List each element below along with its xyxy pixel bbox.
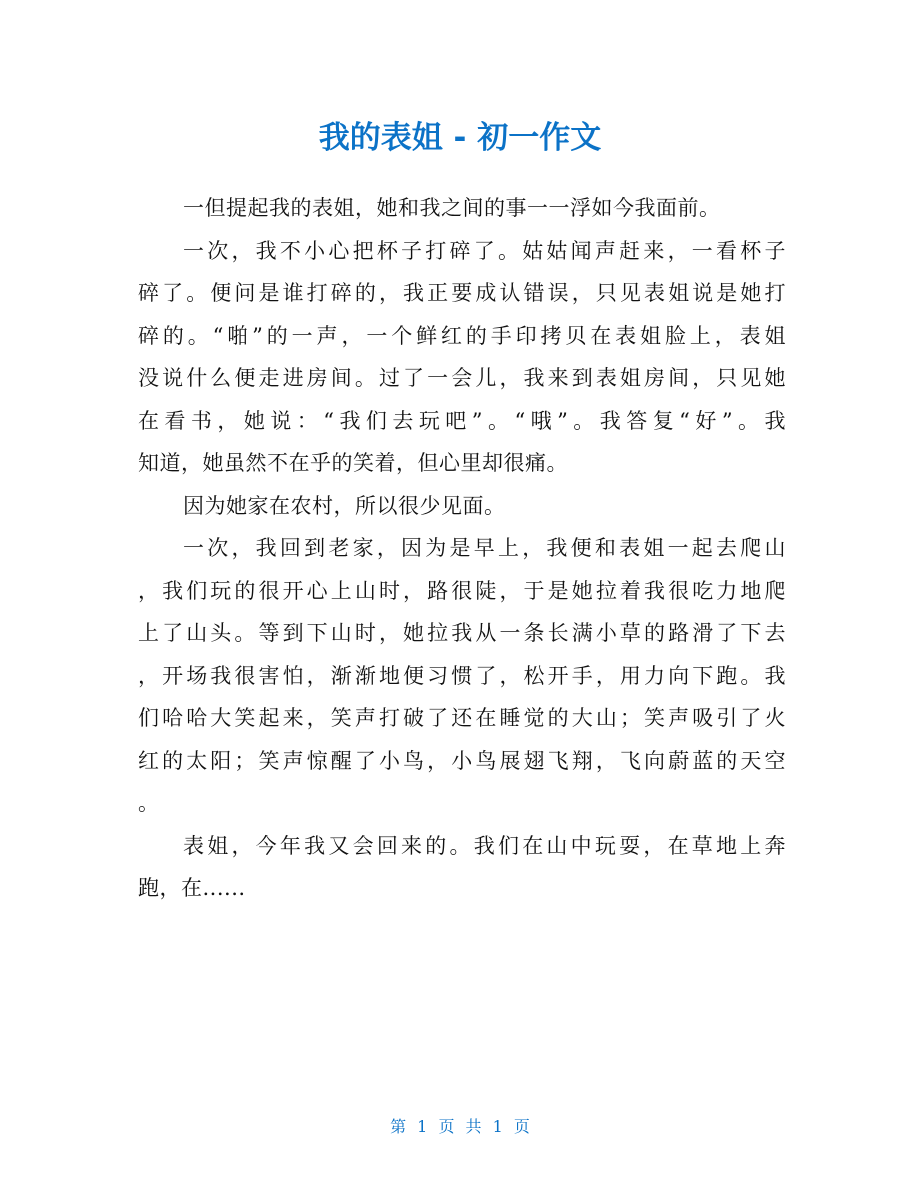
paragraph-line: 碎了。便问是谁打碎的，我正要成认错误，只见表姐说是她打 (138, 281, 786, 305)
paragraph-line: 因为她家在农村，所以很少见面。 (183, 493, 506, 518)
paragraph-line: 在看书，她说：“我们去玩吧”。“哦”。我答复“好”。我 (138, 408, 786, 433)
paragraph-line: ，我们玩的很开心上山时，路很陡，于是她拉着我很吃力地爬 (138, 578, 786, 603)
paragraph-line: 跑，在...... (138, 876, 246, 900)
paragraph-line: 一但提起我的表姐，她和我之间的事一一浮如今我面前。 (183, 196, 721, 220)
paragraph-line: 知道，她虽然不在乎的笑着，但心里却很痛。 (138, 451, 568, 475)
paragraph-line: 。 (138, 791, 160, 815)
paragraph-line: 表姐，今年我又会回来的。我们在山中玩耍，在草地上奔 (183, 833, 786, 858)
paragraph-line: 没说什么便走进房间。过了一会儿，我来到表姐房间，只见她 (138, 366, 786, 390)
page-title: 我的表姐 - 初一作文 (318, 120, 602, 156)
paragraph-line: 们哈哈大笑起来，笑声打破了还在睡觉的大山；笑声吸引了火 (138, 706, 786, 730)
paragraph-line: 碎的。“啪”的一声，一个鲜红的手印拷贝在表姐脸上，表姐 (138, 323, 786, 348)
page-footer: 第 1 页 共 1 页 (390, 1117, 530, 1136)
paragraph-line: 红的太阳；笑声惊醒了小鸟，小鸟展翅飞翔，飞向蔚蓝的天空 (138, 748, 786, 773)
paragraph-line: 一次，我回到老家，因为是早上，我便和表姐一起去爬山 (183, 536, 786, 560)
paragraph-line: ，开场我很害怕，渐渐地便习惯了，松开手，用力向下跑。我 (138, 663, 786, 688)
paragraph-line: 一次，我不小心把杯子打碎了。姑姑闻声赶来，一看杯子 (183, 238, 786, 263)
essay-body (138, 187, 786, 910)
paragraph-line: 上了山头。等到下山时，她拉我从一条长满小草的路滑了下去 (138, 621, 786, 645)
